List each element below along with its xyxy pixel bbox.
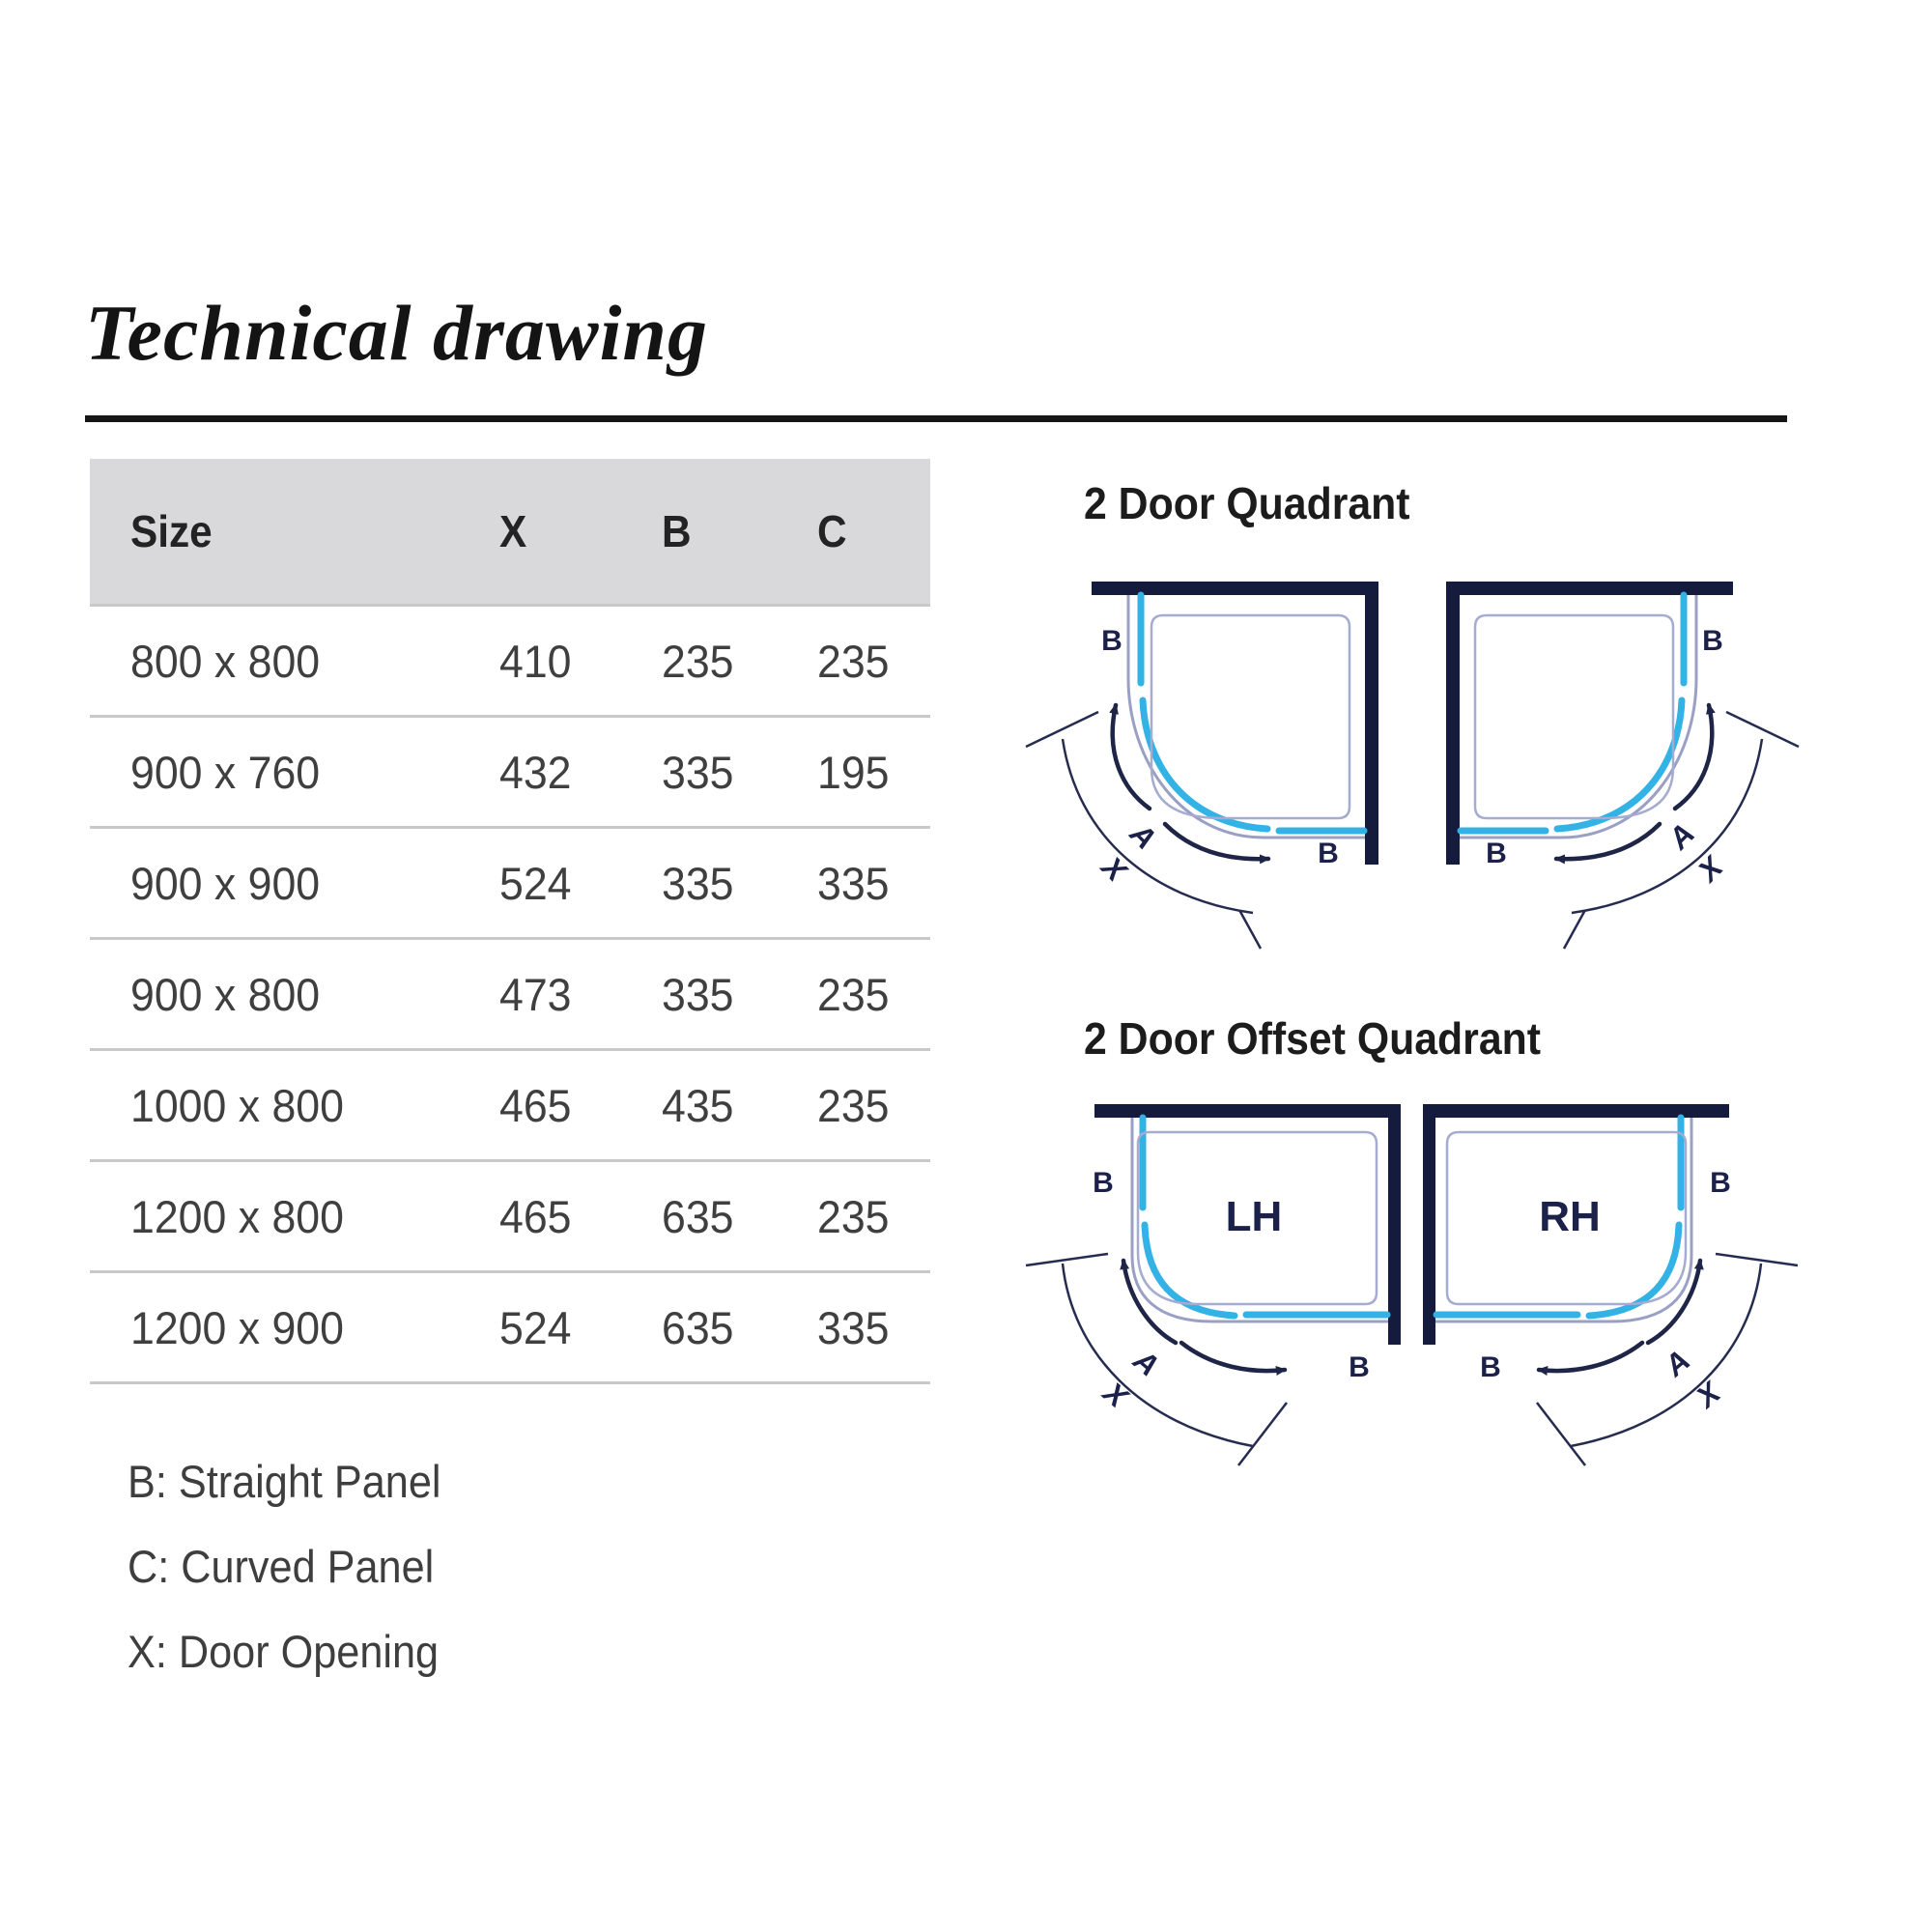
x-value: 473 (499, 968, 572, 1020)
size-value: 900 x 800 (130, 968, 321, 1020)
door-curved (1145, 1225, 1235, 1316)
col-header-x: X (499, 506, 527, 556)
offset-quadrant-diagram-right (1413, 1063, 1800, 1488)
b-value: 435 (662, 1079, 734, 1131)
c-value: 195 (817, 746, 890, 798)
opening-label: X (1690, 1375, 1727, 1415)
size-value: 1200 x 900 (130, 1301, 344, 1353)
c-value: 235 (817, 968, 890, 1020)
shower-tray-outline (1151, 615, 1350, 818)
b-value: 335 (662, 968, 734, 1020)
x-value: 524 (499, 1301, 572, 1353)
door-curved (1143, 700, 1267, 829)
swing-label: A (1658, 1343, 1697, 1383)
left-hand-label: LH (1225, 1193, 1283, 1240)
x-value: 432 (499, 746, 572, 798)
x-value: 410 (499, 635, 572, 687)
size-value: 1200 x 800 (130, 1190, 344, 1242)
b-value: 635 (662, 1301, 734, 1353)
table-row (90, 940, 930, 1051)
c-value: 335 (817, 857, 890, 909)
offset-geometry-mirrored (1423, 1104, 1798, 1465)
c-value: 335 (817, 1301, 890, 1353)
straight-panel-label: B (1101, 625, 1122, 657)
table-row (90, 607, 930, 718)
wall-right (1388, 1104, 1401, 1345)
measure-tick (1537, 1403, 1585, 1465)
page-title: Technical drawing (85, 289, 709, 377)
measure-tick (1239, 910, 1261, 949)
quadrant-geometry-mirrored (1446, 582, 1799, 949)
table-row (90, 1273, 930, 1384)
table-row (90, 718, 930, 829)
straight-panel-label: B (1702, 625, 1723, 657)
x-value: 465 (499, 1190, 572, 1242)
opening-label: X (1690, 849, 1730, 889)
swing-label: A (1662, 816, 1701, 856)
size-value: 900 x 900 (130, 857, 321, 909)
opening-label: X (1094, 849, 1134, 889)
size-table (90, 459, 930, 1384)
straight-panel-label: B (1318, 838, 1339, 869)
legend-curved-panel: C: Curved Panel (128, 1541, 435, 1592)
straight-panel-label: B (1710, 1167, 1731, 1199)
straight-panel-label: B (1349, 1351, 1370, 1383)
table-row (90, 1051, 930, 1162)
table-row (90, 829, 930, 940)
offset-quadrant-diagram-left (1024, 1063, 1410, 1488)
wall-top (1092, 582, 1365, 595)
measure-tick (1026, 1254, 1108, 1265)
col-header-c: C (817, 506, 847, 556)
door-swing-arrow (1539, 1343, 1642, 1371)
b-value: 335 (662, 746, 734, 798)
quadrant-heading: 2 Door Quadrant (1084, 478, 1410, 528)
measure-tick (1238, 1403, 1287, 1465)
c-value: 235 (817, 1190, 890, 1242)
measure-tick (1564, 910, 1585, 949)
offset-quadrant-heading: 2 Door Offset Quadrant (1084, 1013, 1542, 1064)
b-value: 235 (662, 635, 734, 687)
wall-right (1365, 582, 1378, 865)
legend-straight-panel: B: Straight Panel (128, 1456, 441, 1507)
legend (128, 1439, 469, 1694)
title-rule (85, 415, 1787, 422)
straight-panel-label: B (1480, 1351, 1501, 1383)
b-value: 635 (662, 1190, 734, 1242)
shower-tray-outline (1475, 615, 1673, 818)
x-value: 465 (499, 1079, 572, 1131)
quadrant-geometry (1026, 582, 1378, 949)
size-value: 1000 x 800 (130, 1079, 344, 1131)
door-swing-arrow (1181, 1343, 1285, 1371)
swing-label: A (1123, 816, 1163, 856)
x-value: 524 (499, 857, 572, 909)
quadrant-diagram-left (1005, 536, 1391, 961)
size-value: 800 x 800 (130, 635, 321, 687)
col-header-b: B (662, 506, 692, 556)
wall-left (1446, 582, 1460, 865)
opening-label: X (1096, 1375, 1134, 1415)
wall-left (1423, 1104, 1435, 1345)
right-hand-label: RH (1539, 1193, 1601, 1240)
offset-geometry (1026, 1104, 1401, 1465)
table-row (90, 1162, 930, 1273)
legend-door-opening: X: Door Opening (128, 1626, 440, 1677)
col-header-size: Size (130, 506, 213, 556)
door-curved (1557, 700, 1682, 829)
table-header-row (90, 459, 930, 607)
c-value: 235 (817, 1079, 890, 1131)
c-value: 235 (817, 635, 890, 687)
straight-panel-label: B (1486, 838, 1507, 869)
swing-label: A (1126, 1343, 1166, 1383)
quadrant-diagram-right (1434, 536, 1820, 961)
wall-top (1460, 582, 1733, 595)
b-value: 335 (662, 857, 734, 909)
straight-panel-label: B (1093, 1167, 1114, 1199)
door-curved (1589, 1225, 1679, 1316)
size-value: 900 x 760 (130, 746, 321, 798)
measure-tick (1716, 1254, 1798, 1265)
